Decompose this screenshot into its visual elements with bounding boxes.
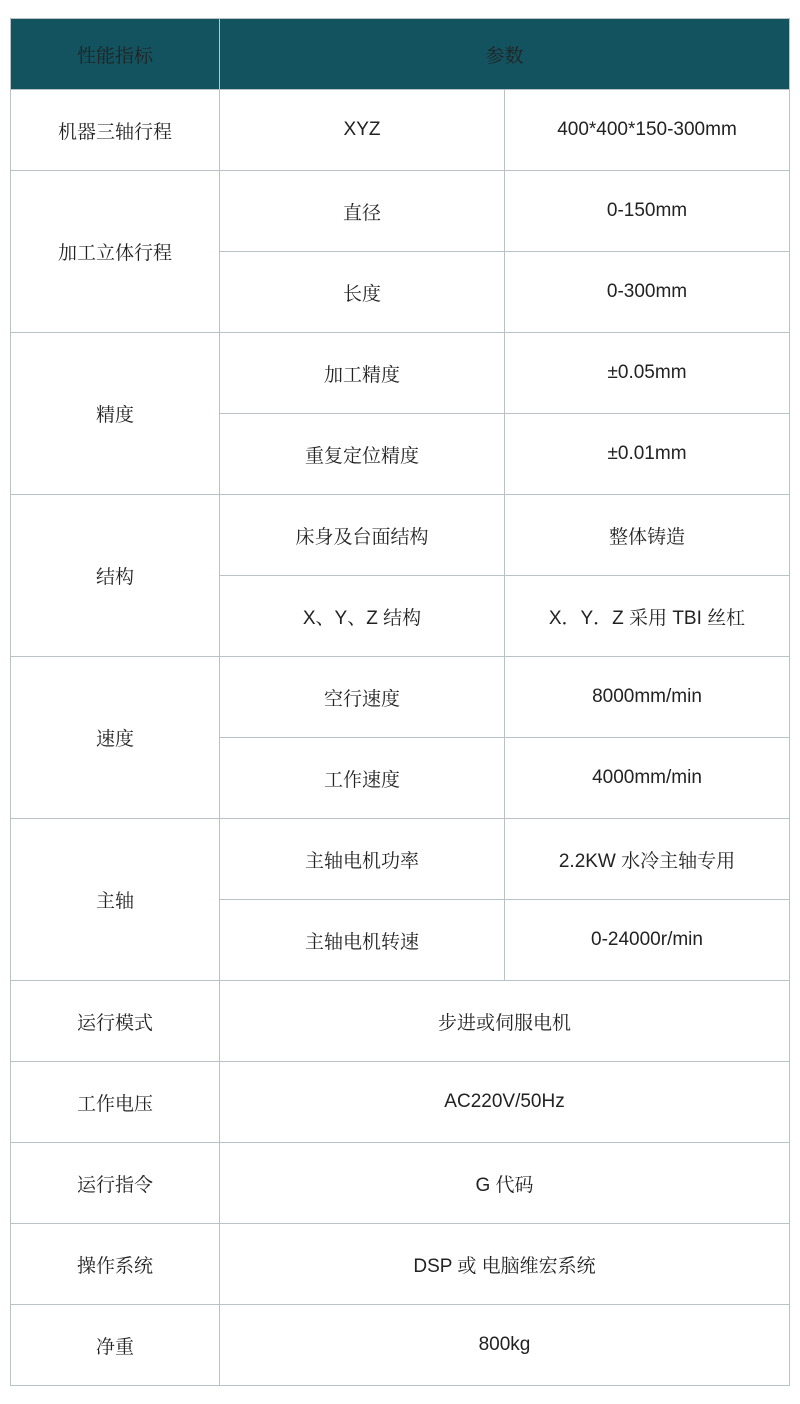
row-value: ±0.01mm xyxy=(505,414,790,495)
row-value: 4000mm/min xyxy=(505,738,790,819)
table-row xyxy=(11,1062,790,1143)
row-value: G 代码 xyxy=(220,1143,790,1224)
row-value: 800kg xyxy=(220,1305,790,1386)
row-category: 工作电压 xyxy=(11,1062,220,1143)
row-value: 400*400*150-300mm xyxy=(505,90,790,171)
table-header xyxy=(11,19,790,90)
table-row xyxy=(11,333,790,414)
row-subitem: 主轴电机功率 xyxy=(220,819,505,900)
table-row xyxy=(11,1305,790,1386)
row-category: 结构 xyxy=(11,495,220,657)
row-subitem: 工作速度 xyxy=(220,738,505,819)
row-value: 2.2KW 水冷主轴专用 xyxy=(505,819,790,900)
row-value: DSP 或 电脑维宏系统 xyxy=(220,1224,790,1305)
table-row xyxy=(11,819,790,900)
table-row xyxy=(11,1224,790,1305)
table-row xyxy=(11,981,790,1062)
row-subitem: 重复定位精度 xyxy=(220,414,505,495)
row-subitem: 加工精度 xyxy=(220,333,505,414)
row-category: 运行模式 xyxy=(11,981,220,1062)
row-value: ±0.05mm xyxy=(505,333,790,414)
table-row xyxy=(11,171,790,252)
row-value: AC220V/50Hz xyxy=(220,1062,790,1143)
row-category: 机器三轴行程 xyxy=(11,90,220,171)
row-value: 8000mm/min xyxy=(505,657,790,738)
row-subitem: X、Y、Z 结构 xyxy=(220,576,505,657)
table-row xyxy=(11,1143,790,1224)
row-value: 整体铸造 xyxy=(505,495,790,576)
table-row xyxy=(11,657,790,738)
row-category: 净重 xyxy=(11,1305,220,1386)
row-subitem: XYZ xyxy=(220,90,505,171)
specification-table xyxy=(10,18,790,1386)
row-category: 速度 xyxy=(11,657,220,819)
row-subitem: 床身及台面结构 xyxy=(220,495,505,576)
row-value: 步进或伺服电机 xyxy=(220,981,790,1062)
row-subitem: 直径 xyxy=(220,171,505,252)
row-subitem: 空行速度 xyxy=(220,657,505,738)
table-body xyxy=(11,90,790,1386)
table-row xyxy=(11,90,790,171)
table-row xyxy=(11,495,790,576)
row-category: 精度 xyxy=(11,333,220,495)
row-category: 运行指令 xyxy=(11,1143,220,1224)
row-category: 加工立体行程 xyxy=(11,171,220,333)
row-category: 操作系统 xyxy=(11,1224,220,1305)
row-value: 0-24000r/min xyxy=(505,900,790,981)
row-subitem: 主轴电机转速 xyxy=(220,900,505,981)
row-value: X．Y．Z 采用 TBI 丝杠 xyxy=(505,576,790,657)
header-cell-metric: 性能指标 xyxy=(11,19,220,90)
row-subitem: 长度 xyxy=(220,252,505,333)
row-value: 0-150mm xyxy=(505,171,790,252)
row-category: 主轴 xyxy=(11,819,220,981)
table-header-row xyxy=(11,19,790,90)
row-value: 0-300mm xyxy=(505,252,790,333)
header-cell-parameter: 参数 xyxy=(220,19,790,90)
